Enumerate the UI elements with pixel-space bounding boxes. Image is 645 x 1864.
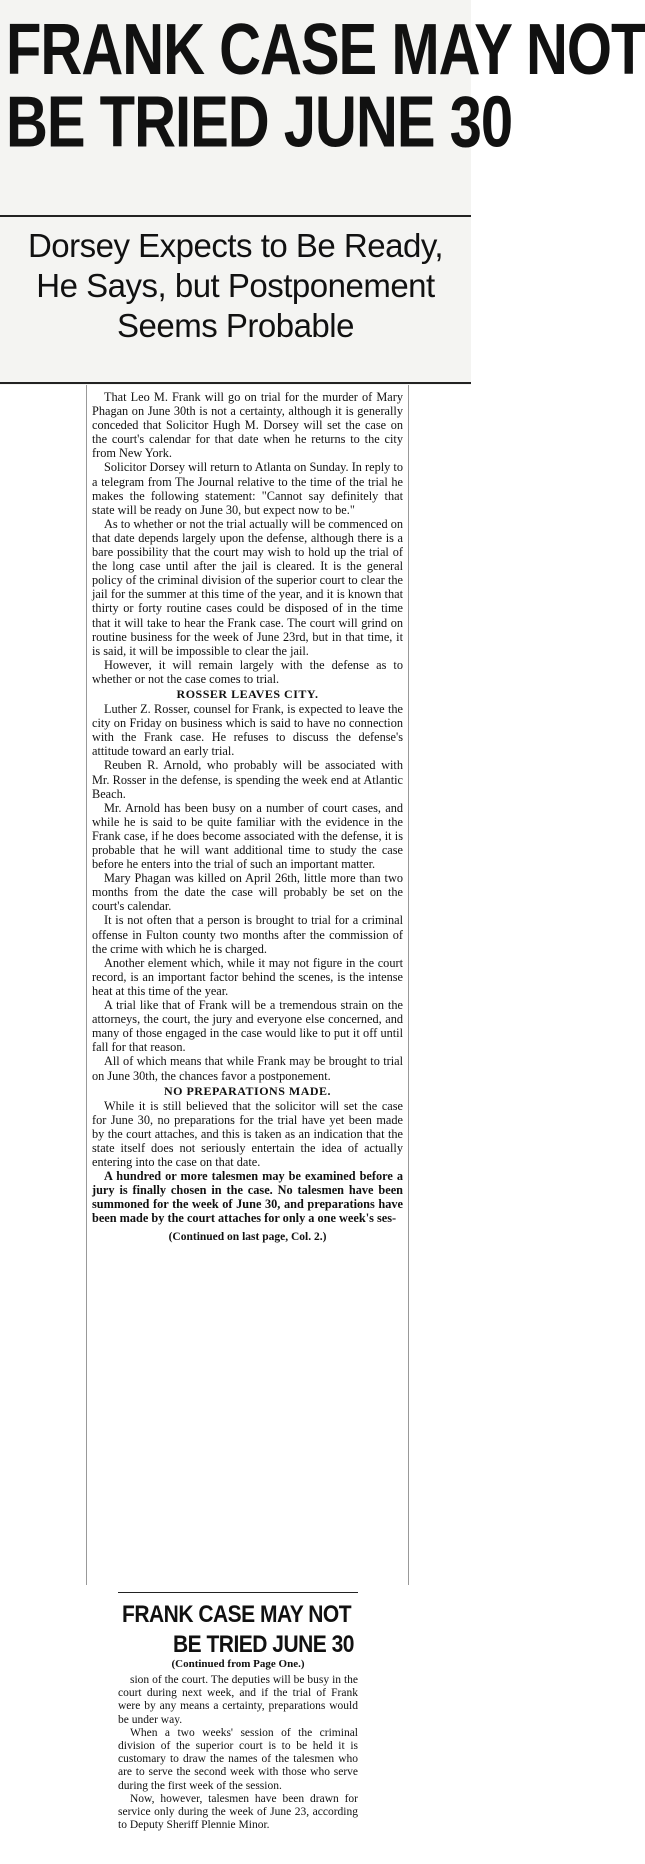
continued-from-note: (Continued from Page One.) bbox=[171, 1658, 305, 1670]
continuation-paragraph: When a two weeks' session of the criminal division of the superior court is to be held it is customary to draw the names of the talesmen who are to serve the second week with those who serve during the first week of the session. bbox=[118, 1726, 358, 1792]
column-rule-right bbox=[408, 385, 409, 1585]
headline-line-1: FRANK CASE MAY NOT bbox=[6, 9, 645, 91]
headline-rule bbox=[0, 215, 471, 217]
article-paragraph: All of which means that while Frank may be brought to trial on June 30th, the chances favor a postponement. bbox=[92, 1054, 403, 1083]
continuation-column bbox=[118, 1674, 358, 1832]
article-paragraph: Solicitor Dorsey will return to Atlanta on Sunday. In reply to a telegram from The Journal relative to the time of the trial he makes the following statement: "Cannot say definitely that state will be ready on June 30, but expect now to be." bbox=[92, 460, 403, 517]
main-headline bbox=[6, 9, 645, 163]
column-rule-left bbox=[86, 385, 87, 1585]
continuation-headline-line-2: BE TRIED JUNE 30 bbox=[172, 1631, 354, 1658]
deck-subheadline bbox=[0, 226, 471, 346]
deck-rule bbox=[0, 382, 471, 384]
continuation-top-rule bbox=[118, 1592, 358, 1593]
bold-paragraph: A hundred or more talesmen may be examined before a jury is finally chosen in the case. No talesmen have been summoned for the week of June 30, and preparations have been made by the court attaches for only a one week's ses- bbox=[92, 1169, 403, 1226]
article-paragraph: Luther Z. Rosser, counsel for Frank, is expected to leave the city on Friday on business which is said to have no connection with the Frank case. He refuses to discuss the defense's attitude toward an early trial. bbox=[92, 702, 403, 759]
article-column bbox=[92, 390, 403, 1244]
continuation-headline bbox=[118, 1600, 358, 1660]
continuation-headline-line-1: FRANK CASE MAY NOT bbox=[122, 1601, 352, 1628]
deck-line-3: Seems Probable bbox=[117, 307, 354, 344]
article-paragraph: Mr. Arnold has been busy on a number of court cases, and while he is said to be quite familiar with the evidence in the Frank case, if he does become associated with the defense, it is probable that he will want additional time to study the case before he enters into the trial of such an important matter. bbox=[92, 800, 403, 872]
continuation-block bbox=[118, 1600, 358, 1832]
deck-line-1: Dorsey Expects to Be Ready, bbox=[27, 227, 444, 264]
article-paragraph: A trial like that of Frank will be a tremendous strain on the attorneys, the court, the jury and everyone else concerned, and many of those engaged in the case would like to put it off until fall for that reason. bbox=[92, 998, 403, 1055]
deck-line-2: He Says, but Postponement bbox=[36, 267, 435, 304]
subhead-preparations: NO PREPARATIONS MADE. bbox=[163, 1083, 332, 1098]
article-paragraph: Another element which, while it may not figure in the court record, is an important factor behind the scenes, is the intense heat at this time of the year. bbox=[92, 955, 403, 998]
article-paragraph: While it is still believed that the solicitor will set the case for June 30, no preparations for the trial have yet been made by the court attaches, and this is taken as an indication that the state itself does not seriously entertain the idea of actually entering into the case on that date. bbox=[92, 1098, 403, 1170]
article-paragraph: Mary Phagan was killed on April 26th, little more than two months from the date the case will probably be set on the court's calendar. bbox=[92, 871, 403, 914]
article-paragraph: It is not often that a person is brought to trial for a criminal offense in Fulton county two months after the commission of the crime with which he is charged. bbox=[92, 913, 403, 956]
continuation-paragraph: sion of the court. The deputies will be busy in the court during next week, and if the trial of Frank were by any means a certainty, preparations would be under way. bbox=[118, 1674, 358, 1726]
article-paragraph: As to whether or not the trial actually will be commenced on that date depends largely upon the defense, although there is a bare possibility that the court may wish to hold up the trial of the long case until after the jail is cleared. It is the general policy of the criminal division of the superior court to clear the jail for the summer at this time of the year, and it is known that thirty or forty routine cases could be disposed of in the time that it will take to hear the Frank case. The court will grind on routine business for the week of June 23rd, but in that time, it is said, it will be impossible to clear the jail. bbox=[92, 516, 403, 658]
subhead-rosser: ROSSER LEAVES CITY. bbox=[176, 686, 319, 701]
headline-line-2: BE TRIED JUNE 30 bbox=[6, 81, 513, 163]
article-paragraph: That Leo M. Frank will go on trial for the murder of Mary Phagan on June 30th is not a certainty, although it is generally conceded that Solicitor Hugh M. Dorsey will set the case on the court's calendar for that date when he returns to the city from New York. bbox=[92, 390, 403, 461]
article-paragraph: Reuben R. Arnold, who probably will be associated with Mr. Rosser in the defense, is spending the week end at Atlantic Beach. bbox=[92, 758, 403, 801]
continuation-paragraph: Now, however, talesmen have been drawn for service only during the week of June 23, according to Deputy Sheriff Plennie Minor. bbox=[118, 1792, 358, 1832]
continued-note: (Continued on last page, Col. 2.) bbox=[168, 1230, 327, 1243]
article-paragraph: However, it will remain largely with the defense as to whether or not the case comes to trial. bbox=[92, 657, 403, 686]
